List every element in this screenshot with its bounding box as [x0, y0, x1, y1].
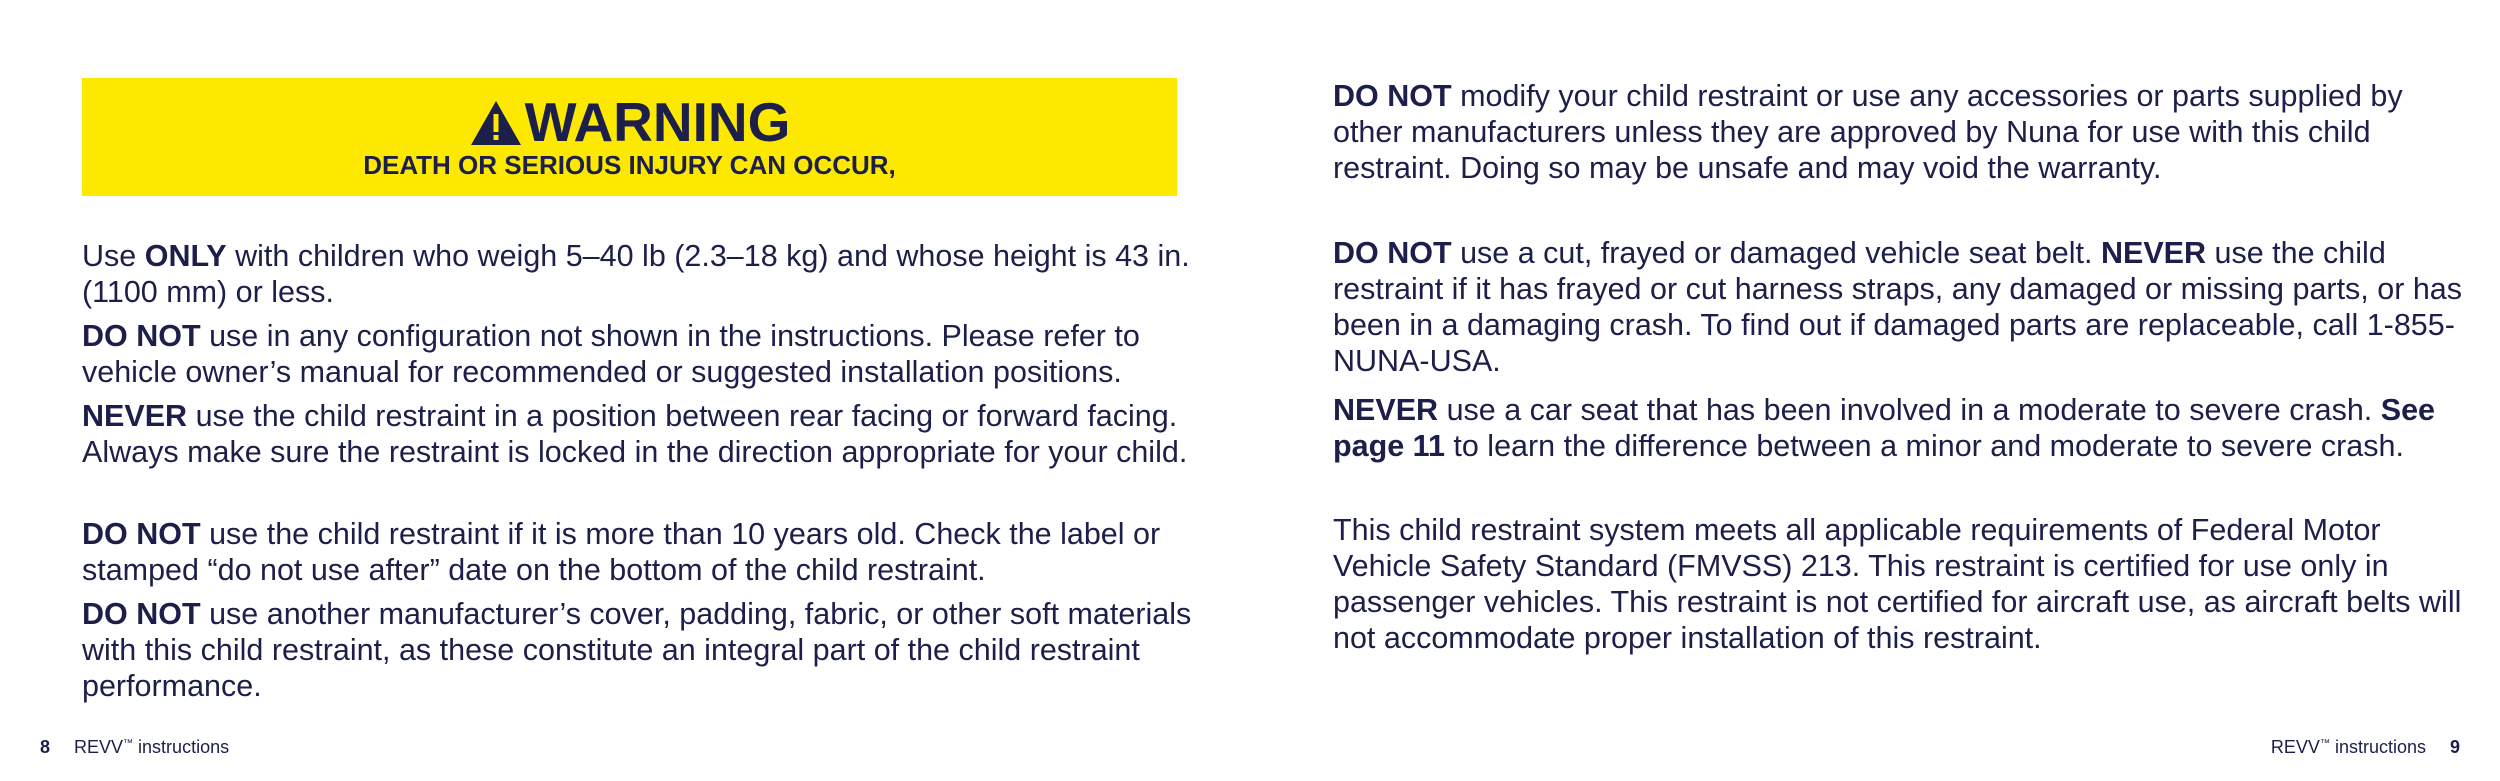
warning-subtitle: DEATH OR SERIOUS INJURY CAN OCCUR,: [363, 150, 896, 180]
page-number-left: 8: [40, 737, 51, 757]
paragraph-fmvss: This child restraint system meets all applicable requirements of Federal Motor Vehicle Safety Standard (FMVSS) 213. This restraint is certified for use only in passenger vehicles. This restraint is not certified for aircraft use, as aircraft belts will not accommodate proper installation of this restraint.: [1333, 513, 2470, 655]
footer-right: [2271, 733, 2460, 758]
paragraph-soft-goods: DO NOT use another manufacturer’s cover, padding, fabric, or other soft materials with this child restraint, as these constitute an integral part of the child restraint performance.: [82, 597, 1200, 703]
warning-title: WARNING: [524, 91, 791, 153]
paragraph-configuration: DO NOT use in any configuration not shown in the instructions. Please refer to vehicle owner’s manual for recommended or suggested installation positions.: [82, 319, 1149, 389]
paragraph-seat-belt: DO NOT use a cut, frayed or damaged vehicle seat belt. NEVER use the child restraint if it has frayed or cut harness straps, any damaged or missing parts, or has been in a damaging crash. To find out if damaged parts are replaceable, call 1-855-NUNA-USA.: [1333, 236, 2471, 378]
paragraph-age-limit: DO NOT use the child restraint if it is more than 10 years old. Check the label or stamped “do not use after” date on the bottom of the child restraint.: [82, 517, 1169, 587]
footer-label-left: REVV™ instructions: [74, 737, 230, 757]
warning-triangle-icon: [469, 99, 523, 147]
paragraph-crash: NEVER use a car seat that has been involved in a moderate to severe crash. See page 11 to learn the difference between a minor and moderate to severe crash.: [1333, 393, 2436, 463]
page-number-right: 9: [2449, 737, 2460, 757]
paragraph-direction: NEVER use the child restraint in a position between rear facing or forward facing. Always make sure the restraint is locked in the direction appropriate for your child.: [82, 399, 1193, 469]
footer-left: [40, 733, 229, 758]
warning-banner: [82, 78, 1177, 196]
warning-heading: [82, 91, 1177, 153]
footer-label-right: REVV™ instructions: [2270, 737, 2426, 757]
paragraph-weight-limits: Use ONLY with children who weigh 5–40 lb (2.3–18 kg) and whose height is 43 in. (1100 mm) or less.: [82, 239, 1199, 309]
paragraph-modifications: DO NOT modify your child restraint or use any accessories or parts supplied by other manufacturers unless they are approved by Nuna for use with this child restraint. Doing so may be unsafe and may void the warranty.: [1333, 79, 2412, 185]
right-page: [1250, 0, 2500, 781]
